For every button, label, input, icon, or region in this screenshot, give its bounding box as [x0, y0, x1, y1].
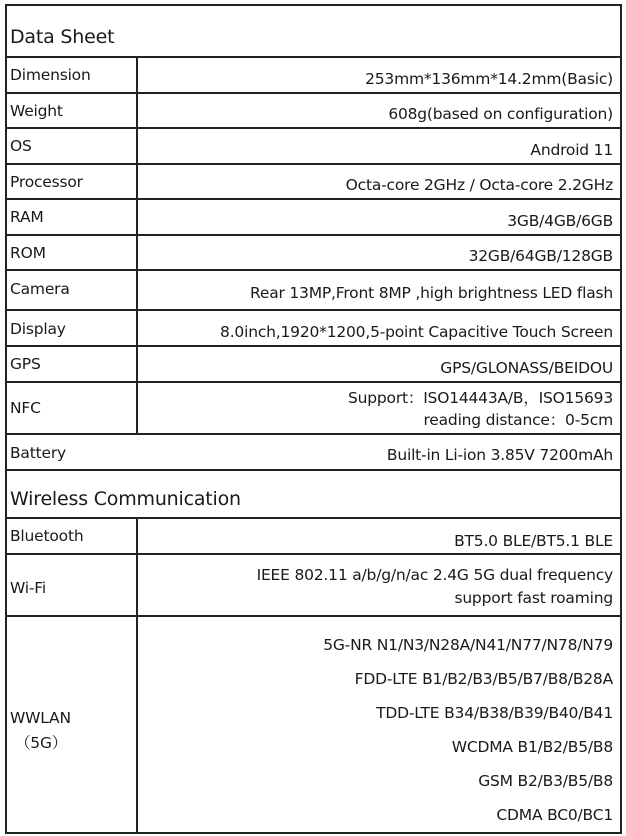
- spec-row-battery: [7, 433, 620, 469]
- spec-value: Rear 13MP,Front 8MP ,high brightness LED flash: [249, 284, 613, 302]
- band-line: 5G-NR N1/N3/N28A/N41/N77/N78/N79: [323, 636, 613, 654]
- spec-row-os: [7, 127, 620, 163]
- spec-value: 32GB/64GB/128GB: [468, 247, 613, 265]
- spec-row-processor: [7, 163, 620, 198]
- spec-row-dimension: [7, 56, 620, 92]
- band-line: WCDMA B1/B2/B5/B8: [451, 738, 613, 756]
- spec-label: NFC: [10, 399, 41, 417]
- section-heading-wireless: [7, 469, 620, 517]
- spec-label: Display: [10, 320, 66, 338]
- spec-value: Built-in Li-ion 3.85V 7200mAh: [386, 446, 613, 464]
- section-title: Wireless Communication: [10, 488, 241, 510]
- spec-value-line: IEEE 802.11 a/b/g/n/ac 2.4G 5G dual frequency: [256, 566, 613, 584]
- spec-row-nfc: [7, 381, 620, 433]
- column-divider: [136, 200, 138, 234]
- band-line: CDMA BC0/BC1: [496, 806, 613, 824]
- spec-label-line: （5G）: [15, 734, 68, 752]
- section-heading-data-sheet: [7, 6, 620, 56]
- spec-value-line: Support：ISO14443A/B，ISO15693: [348, 389, 613, 407]
- column-divider: [136, 236, 138, 269]
- spec-label: Processor: [10, 173, 83, 191]
- column-divider: [136, 617, 138, 832]
- spec-value: 3GB/4GB/6GB: [507, 212, 613, 230]
- spec-row-bluetooth: [7, 517, 620, 553]
- column-divider: [136, 347, 138, 381]
- spec-value: 8.0inch,1920*1200,5-point Capacitive Touch Screen: [220, 323, 613, 341]
- spec-row-gps: [7, 345, 620, 381]
- spec-value: Android 11: [530, 141, 613, 159]
- spec-label: Dimension: [10, 66, 91, 84]
- spec-label: GPS: [10, 355, 41, 373]
- column-divider: [136, 129, 138, 163]
- column-divider: [136, 311, 138, 345]
- spec-value: GPS/GLONASS/BEIDOU: [440, 359, 613, 377]
- spec-label: Bluetooth: [10, 527, 84, 545]
- spec-value: Octa-core 2GHz / Octa-core 2.2GHz: [345, 176, 613, 194]
- spec-row-wifi: [7, 553, 620, 615]
- column-divider: [136, 519, 138, 553]
- spec-label: RAM: [10, 208, 44, 226]
- band-line: FDD-LTE B1/B2/B3/B5/B7/B8/B28A: [354, 670, 613, 688]
- spec-row-wwlan: [7, 615, 620, 832]
- spec-value: BT5.0 BLE/BT5.1 BLE: [454, 532, 613, 550]
- spec-row-rom: [7, 234, 620, 269]
- spec-row-ram: [7, 198, 620, 234]
- spec-label: Weight: [10, 102, 63, 120]
- spec-row-weight: [7, 92, 620, 127]
- band-line: GSM B2/B3/B5/B8: [478, 772, 613, 790]
- spec-value-line: reading distance：0-5cm: [423, 411, 613, 429]
- column-divider: [136, 555, 138, 615]
- spec-label: Camera: [10, 280, 70, 298]
- column-divider: [136, 165, 138, 198]
- spec-value: 253mm*136mm*14.2mm(Basic): [365, 70, 613, 88]
- data-sheet-table: [5, 4, 622, 834]
- spec-value: 608g(based on configuration): [388, 105, 613, 123]
- spec-row-camera: [7, 269, 620, 309]
- band-line: TDD-LTE B34/B38/B39/B40/B41: [376, 704, 613, 722]
- spec-label: Battery: [10, 444, 66, 462]
- spec-value-line: support fast roaming: [454, 589, 613, 607]
- spec-row-display: [7, 309, 620, 345]
- spec-label: Wi-Fi: [10, 579, 46, 597]
- spec-label: ROM: [10, 244, 46, 262]
- column-divider: [136, 271, 138, 309]
- column-divider: [136, 383, 138, 433]
- column-divider: [136, 58, 138, 92]
- spec-label-line: WWLAN: [10, 709, 71, 727]
- section-title: Data Sheet: [10, 26, 115, 48]
- spec-label: OS: [10, 137, 32, 155]
- column-divider: [136, 94, 138, 127]
